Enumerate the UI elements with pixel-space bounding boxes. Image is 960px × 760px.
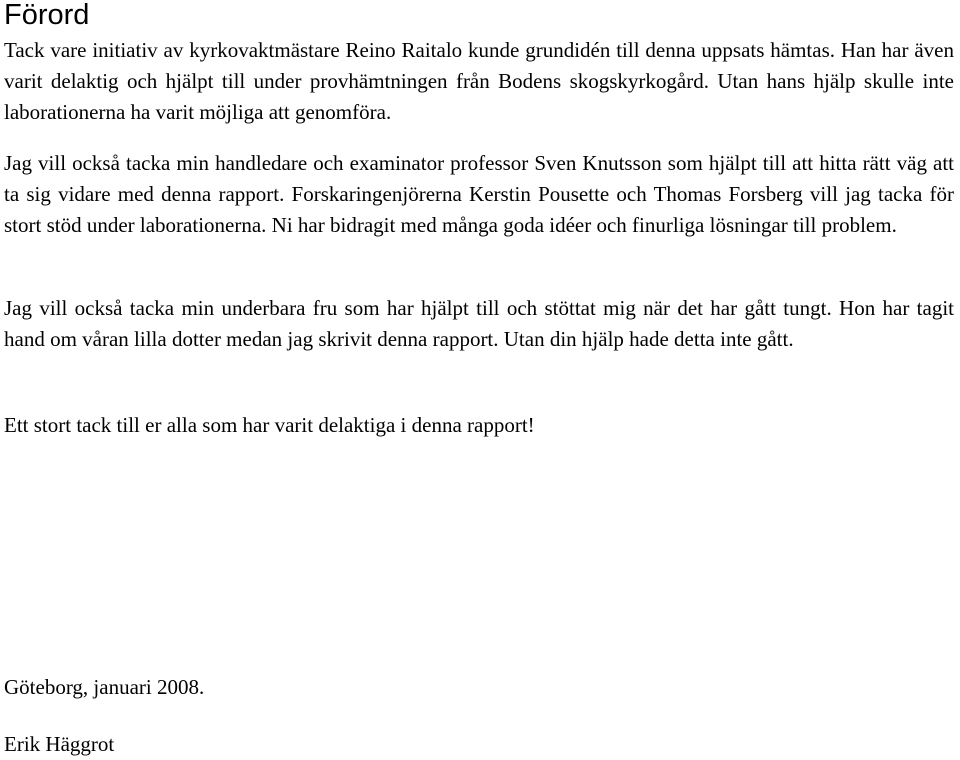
- paragraph-closing-thanks: Ett stort tack till er alla som har varit delaktiga i denna rapport!: [4, 413, 535, 437]
- paragraph-acknowledgement-supervisor: Jag vill också tacka min handledare och examinator professor Sven Knutsson som hjälpt till att hitta rätt väg att ta sig vidare med denna rapport. Forskaringenjörerna Kerstin Pousette och Thomas Forsberg vill jag tacka för stort stöd under laborationerna. Ni har bidragit med många goda idéer och finurliga lösningar till problem.: [4, 151, 954, 237]
- page-title: Förord: [4, 0, 90, 31]
- author-name: Erik Häggrot: [4, 732, 115, 756]
- paragraph-acknowledgement-initiative: Tack vare initiativ av kyrkovaktmästare Reino Raitalo kunde grundidén till denna uppsats hämtas. Han har även varit delaktig och hjälpt till under provhämtningen från Bodens skogskyrkogård. Utan hans hjälp skulle inte laborationerna ha varit möjliga att genomföra.: [4, 38, 954, 124]
- paragraph-acknowledgement-family: Jag vill också tacka min underbara fru som har hjälpt till och stöttat mig när det har gått tungt. Hon har tagit hand om våran lilla dotter medan jag skrivit denna rapport. Utan din hjälp hade detta inte gått.: [4, 296, 954, 351]
- place-and-date: Göteborg, januari 2008.: [4, 675, 205, 699]
